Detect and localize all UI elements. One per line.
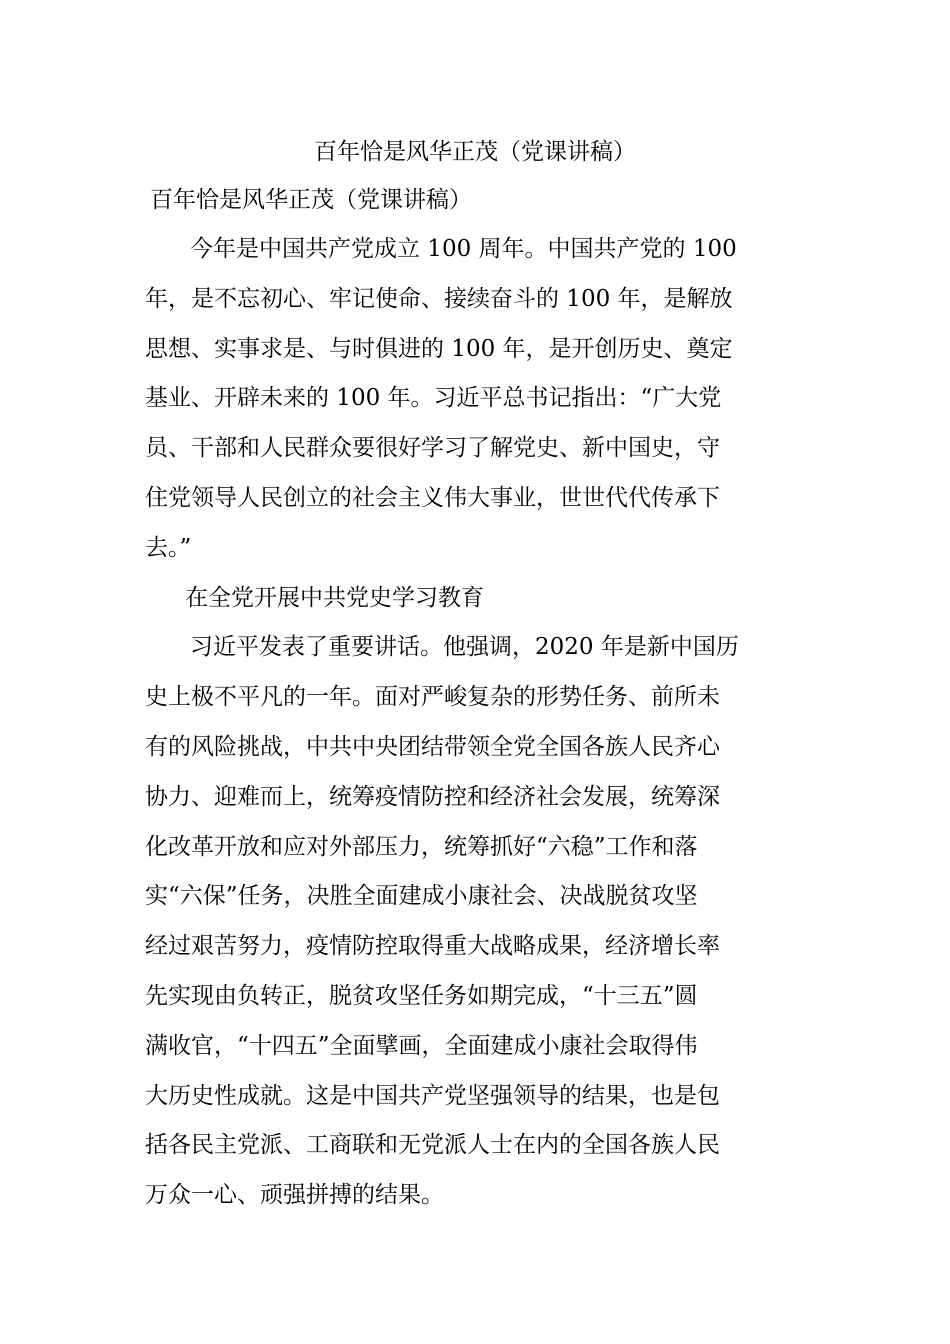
paragraph-1-line-5: 员、干部和人民群众要很好学习了解党史、新中国史，守: [145, 435, 720, 462]
paragraph-2-line-3: 有的风险挑战，中共中央团结带领全党全国各族人民齐心: [145, 733, 720, 760]
paragraph-2-line-2: 史上极不平凡的一年。面对严峻复杂的形势任务、前所未: [145, 684, 720, 711]
paragraph-2-line-12: 万众一心、顽强拼搏的结果。: [145, 1182, 444, 1209]
page-title: 百年恰是风华正茂（党课讲稿）: [314, 139, 636, 165]
paragraph-1-line-2: 年，是不忘初心、牢记使命、接续奋斗的 100 年，是解放: [145, 285, 733, 312]
paragraph-2-line-9: 满收官，“十四五”全面擘画，全面建成小康社会取得伟: [145, 1032, 698, 1059]
paragraph-1-line-1: 今年是中国共产党成立 100 周年。中国共产党的 100: [190, 236, 737, 262]
paragraph-1-line-3: 思想、实事求是、与时俱进的 100 年，是开创历史、奠定: [145, 335, 733, 362]
page-subtitle: 百年恰是风华正茂（党课讲稿）: [150, 187, 472, 213]
paragraph-2-line-4: 协力、迎难而上，统筹疫情防控和经济社会发展，统筹深: [145, 783, 720, 810]
paragraph-2-line-10: 大历史性成就。这是中国共产党坚强领导的结果，也是包: [145, 1082, 720, 1109]
paragraph-1-line-4: 基业、开辟未来的 100 年。习近平总书记指出：“广大党: [145, 385, 722, 412]
body-text: [145, 233, 825, 1229]
paragraph-2-line-8: 先实现由负转正，脱贫攻坚任务如期完成，“十三五”圆: [145, 982, 698, 1009]
paragraph-2-line-7: 经过艰苦努力，疫情防控取得重大战略成果，经济增长率: [145, 933, 720, 960]
paragraph-1-line-6: 住党领导人民创立的社会主义伟大事业，世世代代传承下: [145, 484, 720, 511]
section-heading: 在全党开展中共党史学习教育: [185, 584, 484, 611]
paragraph-1-line-7: 去。”: [145, 534, 192, 561]
paragraph-2-line-1: 习近平发表了重要讲话。他强调，2020 年是新中国历: [190, 634, 739, 661]
paragraph-2-line-6: 实“六保”任务，决胜全面建成小康社会、决战脱贫攻坚: [145, 883, 698, 910]
paragraph-2-line-11: 括各民主党派、工商联和无党派人士在内的全国各族人民: [145, 1132, 720, 1159]
paragraph-2-line-5: 化改革开放和应对外部压力，统筹抓好“六稳”工作和落: [145, 833, 698, 860]
